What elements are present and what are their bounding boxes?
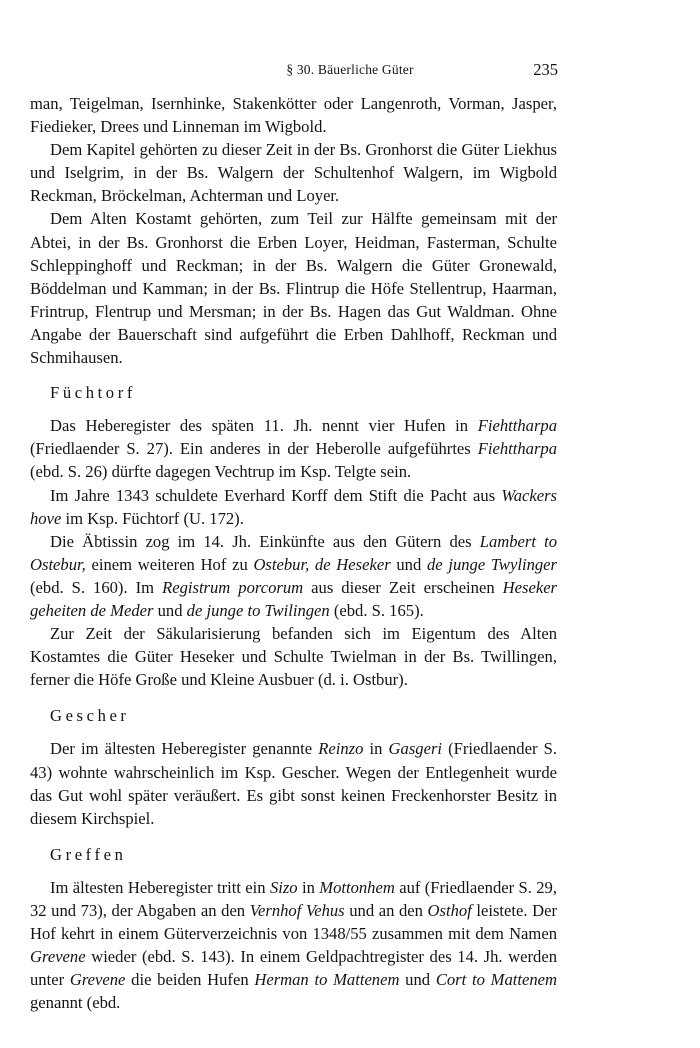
running-title: § 30. Bäuerliche Güter	[286, 62, 414, 77]
text-run: und	[153, 600, 187, 620]
text-run: Zur Zeit der Säkularisierung befanden sich im Eigentum des Alten Kostamtes die Güter Heseker und Schulte Twielman in der Bs. Twillingen, ferner die Höfe Große und Kleine Ausbuer (d. i. Ostbur).	[30, 624, 557, 690]
text-run: Die Äbtissin zog im 14. Jh. Einkünfte aus den Gütern des	[50, 531, 480, 551]
text-run: Im Jahre 1343 schuldete Everhard Korff dem Stift die Pacht aus	[50, 485, 502, 505]
text-run: genannt (ebd.	[30, 993, 121, 1013]
body-text	[30, 92, 557, 1014]
text-run: (Friedlaender S. 43) wohnte wahrscheinlich im Ksp. Gescher. Wegen der Entlegenheit wurde das Gut wohl später veräußert. Es gibt sonst keinen Freckenhorster Besitz in diesem Kirchspiel.	[30, 739, 557, 828]
text-run: und	[390, 554, 427, 574]
text-run: im Ksp. Füchtorf (U. 172).	[61, 508, 244, 528]
italic-text: de junge Twylinger	[426, 554, 557, 574]
italic-text: Herman to Mattenem	[254, 970, 400, 990]
text-run: Der im ältesten Heberegister genannte	[50, 739, 319, 759]
text-run: Dem Kapitel gehörten zu dieser Zeit in der Bs. Gronhorst die Güter Liekhus und Iselgrim, in der Bs. Walgern der Schultenhof Walgern, im Wigbold Reckman, Bröckelman, Achterman und Loyer.	[30, 140, 557, 206]
italic-text: Sizo	[269, 877, 298, 897]
paragraph	[30, 207, 557, 369]
italic-text: Lambert to Ostebur,	[30, 531, 558, 574]
text-run: einem weiteren Hof zu	[85, 554, 254, 574]
paragraph	[30, 484, 557, 530]
text-run: (ebd. S. 165).	[329, 600, 424, 620]
text-run: in	[363, 739, 389, 759]
italic-text: Gasgeri	[388, 739, 443, 759]
section-heading: Gescher	[50, 706, 130, 726]
italic-text: Wackers hove	[30, 485, 557, 528]
paragraph	[30, 737, 557, 829]
section-heading: Greffen	[50, 844, 127, 864]
italic-text: Reinzo	[318, 739, 364, 759]
text-run: Das Heberegister des späten 11. Jh. nennt vier Hufen in	[50, 416, 478, 436]
italic-text: Osthof	[427, 901, 472, 920]
paragraph	[30, 622, 557, 691]
text-run: (Friedlaender S. 27). Ein anderes in der Heberolle aufgeführtes	[30, 439, 478, 459]
text-run: die beiden Hufen	[125, 970, 255, 990]
italic-text: Grevene	[30, 947, 86, 967]
italic-text: Cort to Mattenem	[435, 970, 557, 990]
paragraph	[30, 138, 557, 207]
text-run: und an den	[344, 901, 428, 920]
paragraph	[30, 876, 557, 1015]
text-run: (ebd. S. 26) dürfte dagegen Vechtrup im Ksp. Telgte sein.	[30, 462, 412, 482]
text-run: (ebd. S. 160). Im	[30, 577, 163, 597]
italic-text: de junge to Twilingen	[186, 600, 330, 620]
italic-text: Registrum porcorum	[162, 577, 304, 597]
italic-text: Fiehttharpa	[477, 439, 557, 459]
paragraph	[30, 530, 557, 622]
text-run: Im ältesten Heberegister tritt ein	[50, 877, 270, 897]
text-run: auf (Friedlaender S. 29, 32 und 73), der Abgaben an den	[30, 877, 557, 920]
text-run: in	[297, 877, 320, 897]
paragraph	[30, 92, 557, 138]
text-run: wieder (ebd. S. 143). In einem Geldpachtregister des 14. Jh. werden unter	[30, 947, 557, 990]
page-number: 235	[533, 60, 558, 79]
text-run: Dem Alten Kostamt gehörten, zum Teil zur Hälfte gemeinsam mit der Abtei, in der Bs. Gronhorst die Erben Loyer, Heidman, Fasterman, Schulte Schleppinghoff und Reckman; in der Bs. Walgern die Güter Gronewald, Böddelman und Kamman; in der Bs. Flintrup die Höfe Stellentrup, Haarman, Frintrup, Flentrup und Mersman; in der Bs. Hagen das Gut Waldman. Ohne Angabe der Bauerschaft sind aufgeführt die Erben Dahlhoff, Reckman und Schmihausen.	[30, 209, 557, 368]
page-header	[0, 58, 700, 82]
italic-text: Grevene	[69, 970, 126, 990]
italic-text: Heseker geheiten de Meder	[30, 577, 558, 620]
italic-text: Ostebur, de Heseker	[253, 554, 391, 574]
text-run: leistete. Der Hof kehrt in einem Güterverzeichnis von 1348/55 zusammen mit dem Namen	[30, 901, 557, 944]
paragraph	[30, 414, 557, 483]
italic-text: Mottonhem	[319, 877, 395, 897]
section-heading: Füchtorf	[50, 383, 136, 403]
italic-text: Fiehttharpa	[477, 416, 557, 436]
text-run: man, Teigelman, Isernhinke, Stakenkötter oder Langenroth, Vorman, Jasper, Fiedieker, Drees und Linneman im Wigbold.	[30, 94, 557, 137]
text-run: aus dieser Zeit erscheinen	[303, 577, 503, 597]
italic-text: Vernhof Vehus	[249, 901, 345, 920]
text-run: und	[399, 970, 436, 990]
